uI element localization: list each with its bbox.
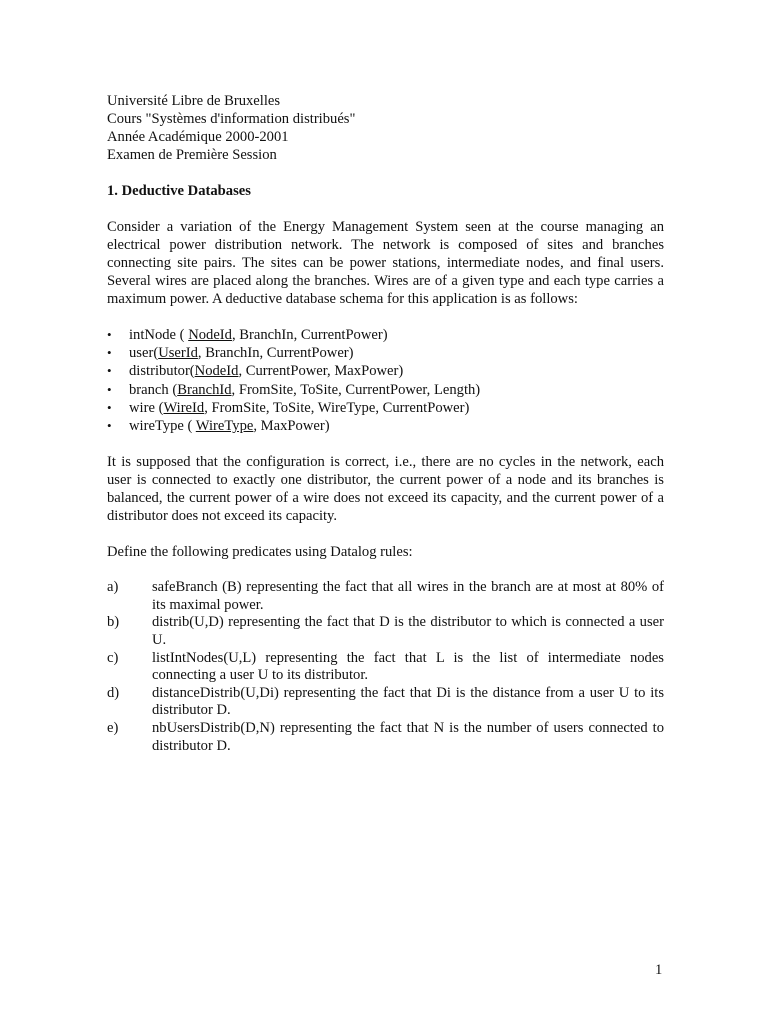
schema-attributes: , FromSite, ToSite, WireType, CurrentPower) [204,399,470,416]
schema-item-branch [107,381,664,399]
task-item-c [107,650,664,685]
task-item-d [107,685,664,720]
task-marker: e) [107,719,119,736]
bullet-icon: • [107,363,112,379]
task-text: listIntNodes(U,L) representing the fact that L is the list of intermediate nodes connecting a user U to its distributor. [152,649,664,684]
bullet-icon: • [107,418,112,434]
instruction-paragraph: Define the following predicates using Datalog rules: [107,544,413,561]
exam-session: Examen de Première Session [107,147,277,163]
task-text: distanceDistrib(U,Di) representing the fact that Di is the distance from a user U to its distributor D. [152,684,664,719]
task-marker: b) [107,614,120,631]
schema-key: NodeId [188,327,232,343]
schema-item-wire [107,399,664,417]
exam-header [107,92,664,164]
schema-relation: branch ( [129,381,178,398]
schema-attributes: , BranchIn, CurrentPower) [197,345,354,362]
bullet-icon: • [107,381,112,397]
schema-item-user [107,344,664,362]
schema-relation: wire ( [129,399,164,416]
schema-attributes: , MaxPower) [253,418,330,435]
schema-key: WireId [163,399,205,416]
task-list [107,579,664,755]
schema-list [107,326,664,435]
schema-key: UserId [158,345,198,362]
university-name: Université Libre de Bruxelles [107,93,281,109]
schema-relation: wireType ( [129,418,196,435]
schema-attributes: , CurrentPower, MaxPower) [238,363,404,380]
schema-attributes: , FromSite, ToSite, CurrentPower, Length) [231,381,481,398]
page-number: 1 [655,962,663,978]
bullet-icon: • [107,399,112,415]
schema-relation: intNode ( [129,327,189,343]
section-title: 1. Deductive Databases [107,183,251,199]
bullet-icon: • [107,345,112,361]
schema-key: BranchId [177,381,232,398]
task-marker: a) [107,579,119,596]
task-item-b [107,614,664,649]
schema-relation: distributor( [129,363,195,380]
schema-item-wiretype [107,417,664,435]
document-page [107,92,664,755]
task-text: nbUsersDistrib(D,N) representing the fact that N is the number of users connected to distributor D. [152,719,664,754]
schema-attributes: , BranchIn, CurrentPower) [231,327,388,343]
schema-key: NodeId [194,363,239,380]
task-item-a [107,579,664,614]
course-title: Cours "Systèmes d'information distribués" [107,111,356,127]
task-text: distrib(U,D) representing the fact that D is the distributor to which is connected a user U. [152,614,664,648]
intro-paragraph: Consider a variation of the Energy Management System seen at the course managing an electrical power distribution network. The network is composed of sites and branches connecting site pairs. The sites can be power stations, intermediate nodes, and final users. Several wires are placed along the branches. Wires are of a given type and each type carries a maximum power. A deductive database schema for this application is as follows: [107,219,664,307]
task-marker: c) [107,649,119,666]
schema-item-distributor [107,362,664,380]
schema-relation: user( [129,345,159,362]
task-item-e [107,720,664,755]
schema-item-intnode [107,326,664,344]
task-text: safeBranch (B) representing the fact that all wires in the branch are at most at 80% of its maximal power. [152,579,664,613]
bullet-icon: • [107,327,112,342]
academic-year: Année Académique 2000-2001 [107,129,289,145]
task-marker: d) [107,684,120,701]
constraints-paragraph: It is supposed that the configuration is correct, i.e., there are no cycles in the network, each user is connected to exactly one distributor, the current power of a node and its branches is balanced, the current power of a wire does not exceed its capacity, and the current power of a distributor does not exceed its capacity. [107,454,664,525]
schema-key: WireType [195,418,254,435]
